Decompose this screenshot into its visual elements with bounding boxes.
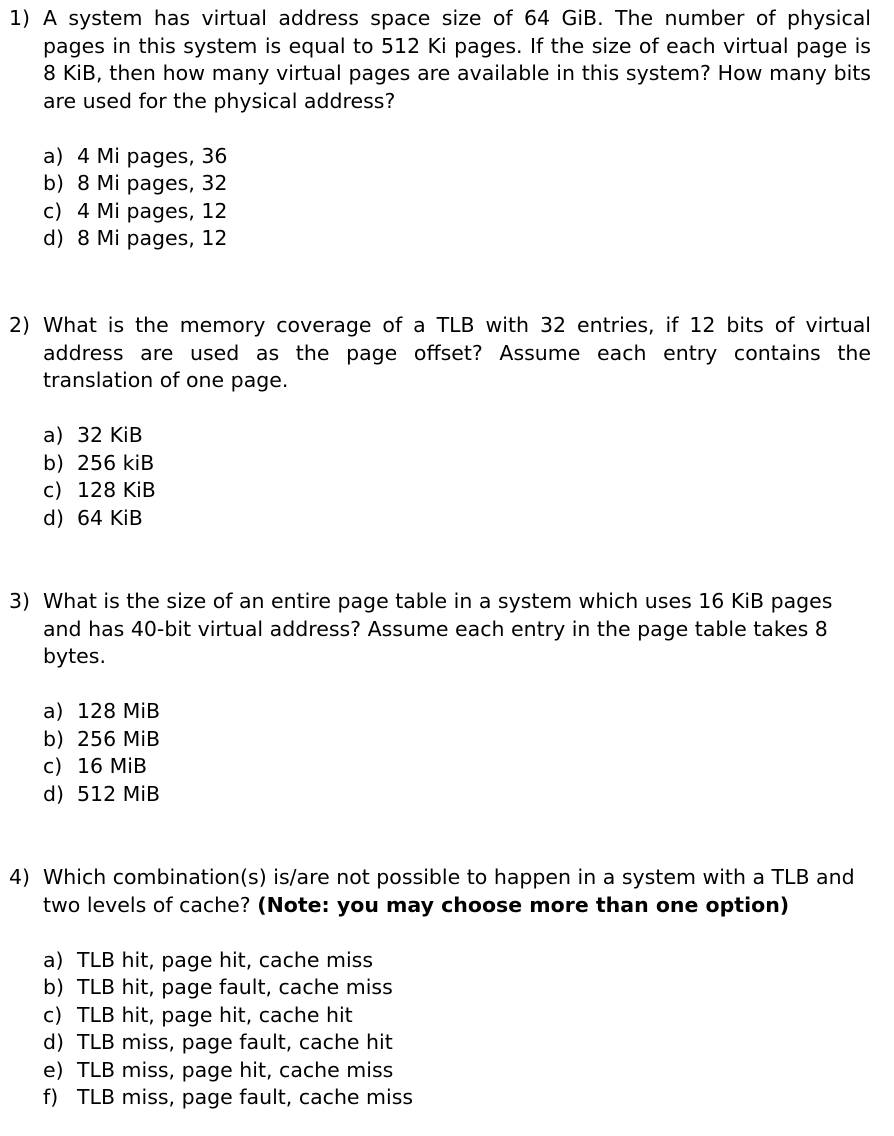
option-a[interactable] (43, 947, 871, 975)
option-c[interactable] (43, 477, 871, 505)
option-b[interactable] (43, 974, 871, 1002)
option-label: d) (43, 226, 65, 250)
question-stem (9, 5, 871, 115)
question-1 (9, 5, 871, 253)
option-text: TLB hit, page hit, cache miss (77, 947, 374, 972)
option-d[interactable] (43, 781, 871, 809)
question-note: (Note: you may choose more than one option) (257, 892, 790, 917)
question-number: 1) (9, 6, 31, 30)
question-number: 2) (9, 313, 31, 337)
option-label: c) (43, 754, 63, 778)
option-label: a) (43, 699, 64, 723)
option-text: 8 Mi pages, 12 (77, 226, 228, 250)
option-label: d) (43, 781, 65, 806)
option-label: e) (43, 1057, 64, 1082)
option-label: a) (43, 143, 64, 168)
question-number: 3) (9, 589, 31, 613)
option-b[interactable] (43, 726, 871, 754)
option-b[interactable] (43, 450, 871, 478)
option-text: 128 MiB (77, 699, 161, 723)
option-text: 4 Mi pages, 12 (77, 198, 228, 223)
option-text: 256 kiB (77, 450, 155, 475)
option-label: b) (43, 171, 65, 195)
option-label: a) (43, 423, 64, 447)
option-label: b) (43, 450, 65, 475)
option-text: TLB hit, page fault, cache miss (77, 975, 393, 999)
question-text: What is the memory coverage of a TLB with 32 entries, if 12 bits of virtual address are used as the page offset? Assume each entry contains the translation of one page. (43, 313, 871, 392)
option-d[interactable] (43, 225, 871, 253)
option-text: 64 KiB (77, 505, 143, 530)
option-label: d) (43, 505, 65, 530)
question-text: A system has virtual address space size of 64 GiB. The number of physical pages in this system is equal to 512 Ki pages. If the size of each virtual page is 8 KiB, then how many virtual pages are available in this system? How many bits are used for the physical address? (43, 6, 871, 113)
option-label: b) (43, 726, 65, 751)
option-text: TLB hit, page hit, cache hit (77, 1002, 353, 1027)
option-text: TLB miss, page fault, cache hit (77, 1030, 393, 1054)
option-label: b) (43, 975, 65, 999)
option-label: a) (43, 947, 64, 972)
option-text: TLB miss, page hit, cache miss (77, 1057, 394, 1082)
question-text-wrapper (43, 864, 871, 919)
option-text: 16 MiB (77, 754, 148, 778)
question-2 (9, 312, 871, 532)
option-text: 4 Mi pages, 36 (77, 143, 228, 168)
option-text: 256 MiB (77, 726, 161, 751)
option-text: 512 MiB (77, 781, 161, 806)
question-text: What is the size of an entire page table in a system which uses 16 KiB pages and has 40-bit virtual address? Assume each entry in the page table takes 8 bytes. (43, 589, 833, 668)
option-label: c) (43, 1002, 63, 1027)
option-text: TLB miss, page fault, cache miss (77, 1085, 414, 1109)
option-b[interactable] (43, 170, 871, 198)
option-text: 32 KiB (77, 423, 143, 447)
option-f[interactable] (43, 1084, 871, 1112)
option-text: 128 KiB (77, 478, 156, 502)
option-a[interactable] (43, 143, 871, 171)
options-list (43, 143, 871, 253)
question-4 (9, 864, 871, 1112)
option-label: c) (43, 198, 63, 223)
option-d[interactable] (43, 1029, 871, 1057)
question-text: Which combination(s) is/are not possible to happen in a system with a TLB and two levels of cache? (43, 865, 855, 917)
option-c[interactable] (43, 753, 871, 781)
option-c[interactable] (43, 198, 871, 226)
option-label: d) (43, 1030, 65, 1054)
option-label: c) (43, 478, 63, 502)
question-stem (9, 588, 871, 671)
question-stem (9, 312, 871, 395)
options-list (43, 698, 871, 808)
option-d[interactable] (43, 505, 871, 533)
option-label: f) (43, 1085, 59, 1109)
option-a[interactable] (43, 422, 871, 450)
question-3 (9, 588, 871, 808)
options-list (43, 947, 871, 1112)
question-number: 4) (9, 865, 31, 889)
option-a[interactable] (43, 698, 871, 726)
question-stem (9, 864, 871, 919)
option-c[interactable] (43, 1002, 871, 1030)
option-e[interactable] (43, 1057, 871, 1085)
option-text: 8 Mi pages, 32 (77, 171, 228, 195)
options-list (43, 422, 871, 532)
